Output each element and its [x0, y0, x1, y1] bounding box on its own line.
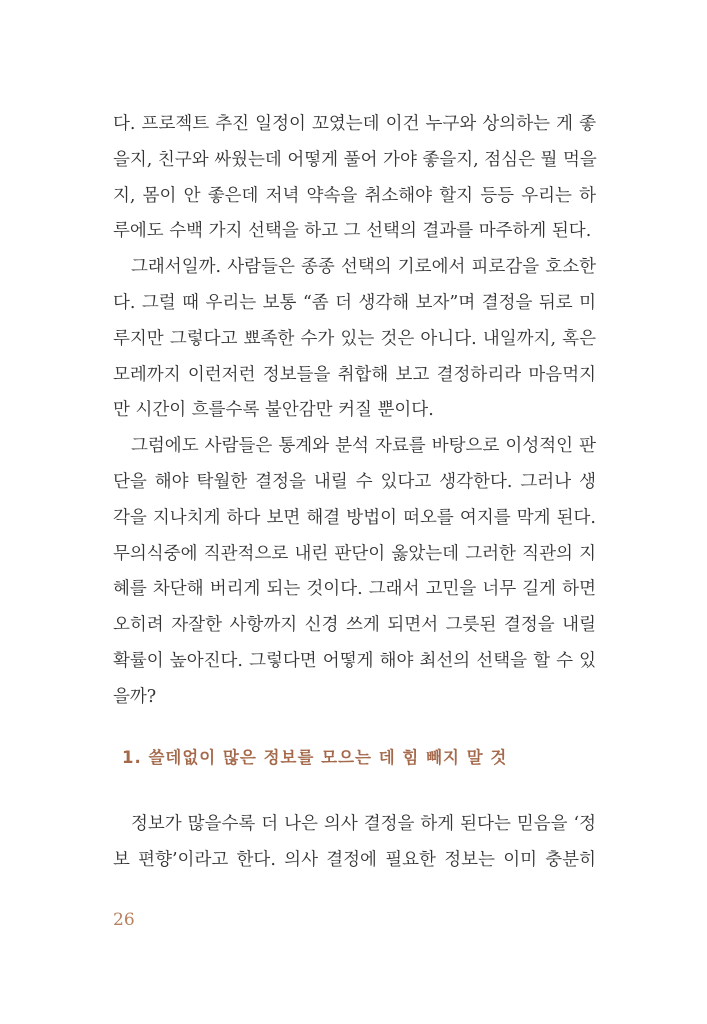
section-heading: 1. 쓸데없이 많은 정보를 모으는 데 힘 빼지 말 것 — [122, 748, 508, 767]
text-line: 다. 프로젝트 추진 일정이 꼬였는데 이건 누구와 상의하는 게 좋 — [113, 114, 596, 134]
text-line: 무의식중에 직관적으로 내린 판단이 옳았는데 그러한 직관의 지 — [113, 543, 596, 564]
text-line: 혜를 차단해 버리게 되는 것이다. 그래서 고민을 너무 길게 하면 — [113, 579, 596, 600]
text-line: 루지만 그렇다고 뾰족한 수가 있는 것은 아니다. 내일까지, 혹은 — [113, 328, 596, 349]
text-line: 모레까지 이런저런 정보들을 취합해 보고 결정하리라 마음먹지 — [113, 364, 596, 385]
text-line: 단을 해야 탁월한 결정을 내릴 수 있다고 생각한다. 그러나 생 — [113, 471, 596, 492]
text-line: 정보가 많을수록 더 나은 의사 결정을 하게 된다는 믿음을 ‘정 — [131, 814, 596, 834]
text-line: 을까? — [113, 686, 157, 707]
section-text — [113, 807, 596, 879]
text-line: 을지, 친구와 싸웠는데 어떻게 풀어 가야 좋을지, 점심은 뭘 먹을 — [113, 149, 597, 170]
text-line: 다. 그럴 때 우리는 보통 “좀 더 생각해 보자”며 결정을 뒤로 미 — [113, 292, 596, 313]
text-line: 보 편향’이라고 한다. 의사 결정에 필요한 정보는 이미 충분히 — [113, 849, 596, 870]
text-line: 만 시간이 흐를수록 불안감만 커질 뿐이다. — [113, 400, 434, 421]
text-line: 그래서일까. 사람들은 종종 선택의 기로에서 피로감을 호소한 — [131, 257, 596, 278]
text-line: 확률이 높아진다. 그렇다면 어떻게 해야 최선의 선택을 할 수 있 — [113, 650, 596, 671]
text-line: 그럼에도 사람들은 통계와 분석 자료를 바탕으로 이성적인 판 — [131, 436, 596, 457]
page-number: 26 — [113, 910, 135, 930]
text-line: 각을 지나치게 하다 보면 해결 방법이 떠오를 여지를 막게 된다. — [113, 507, 596, 528]
text-line: 지, 몸이 안 좋은데 저녁 약속을 취소해야 할지 등등 우리는 하 — [113, 185, 596, 206]
text-line: 오히려 자잘한 사항까지 신경 쓰게 되면서 그릇된 결정을 내릴 — [113, 615, 596, 636]
text-line: 루에도 수백 가지 선택을 하고 그 선택의 결과를 마주하게 된다. — [113, 221, 592, 242]
body-text — [113, 107, 596, 716]
